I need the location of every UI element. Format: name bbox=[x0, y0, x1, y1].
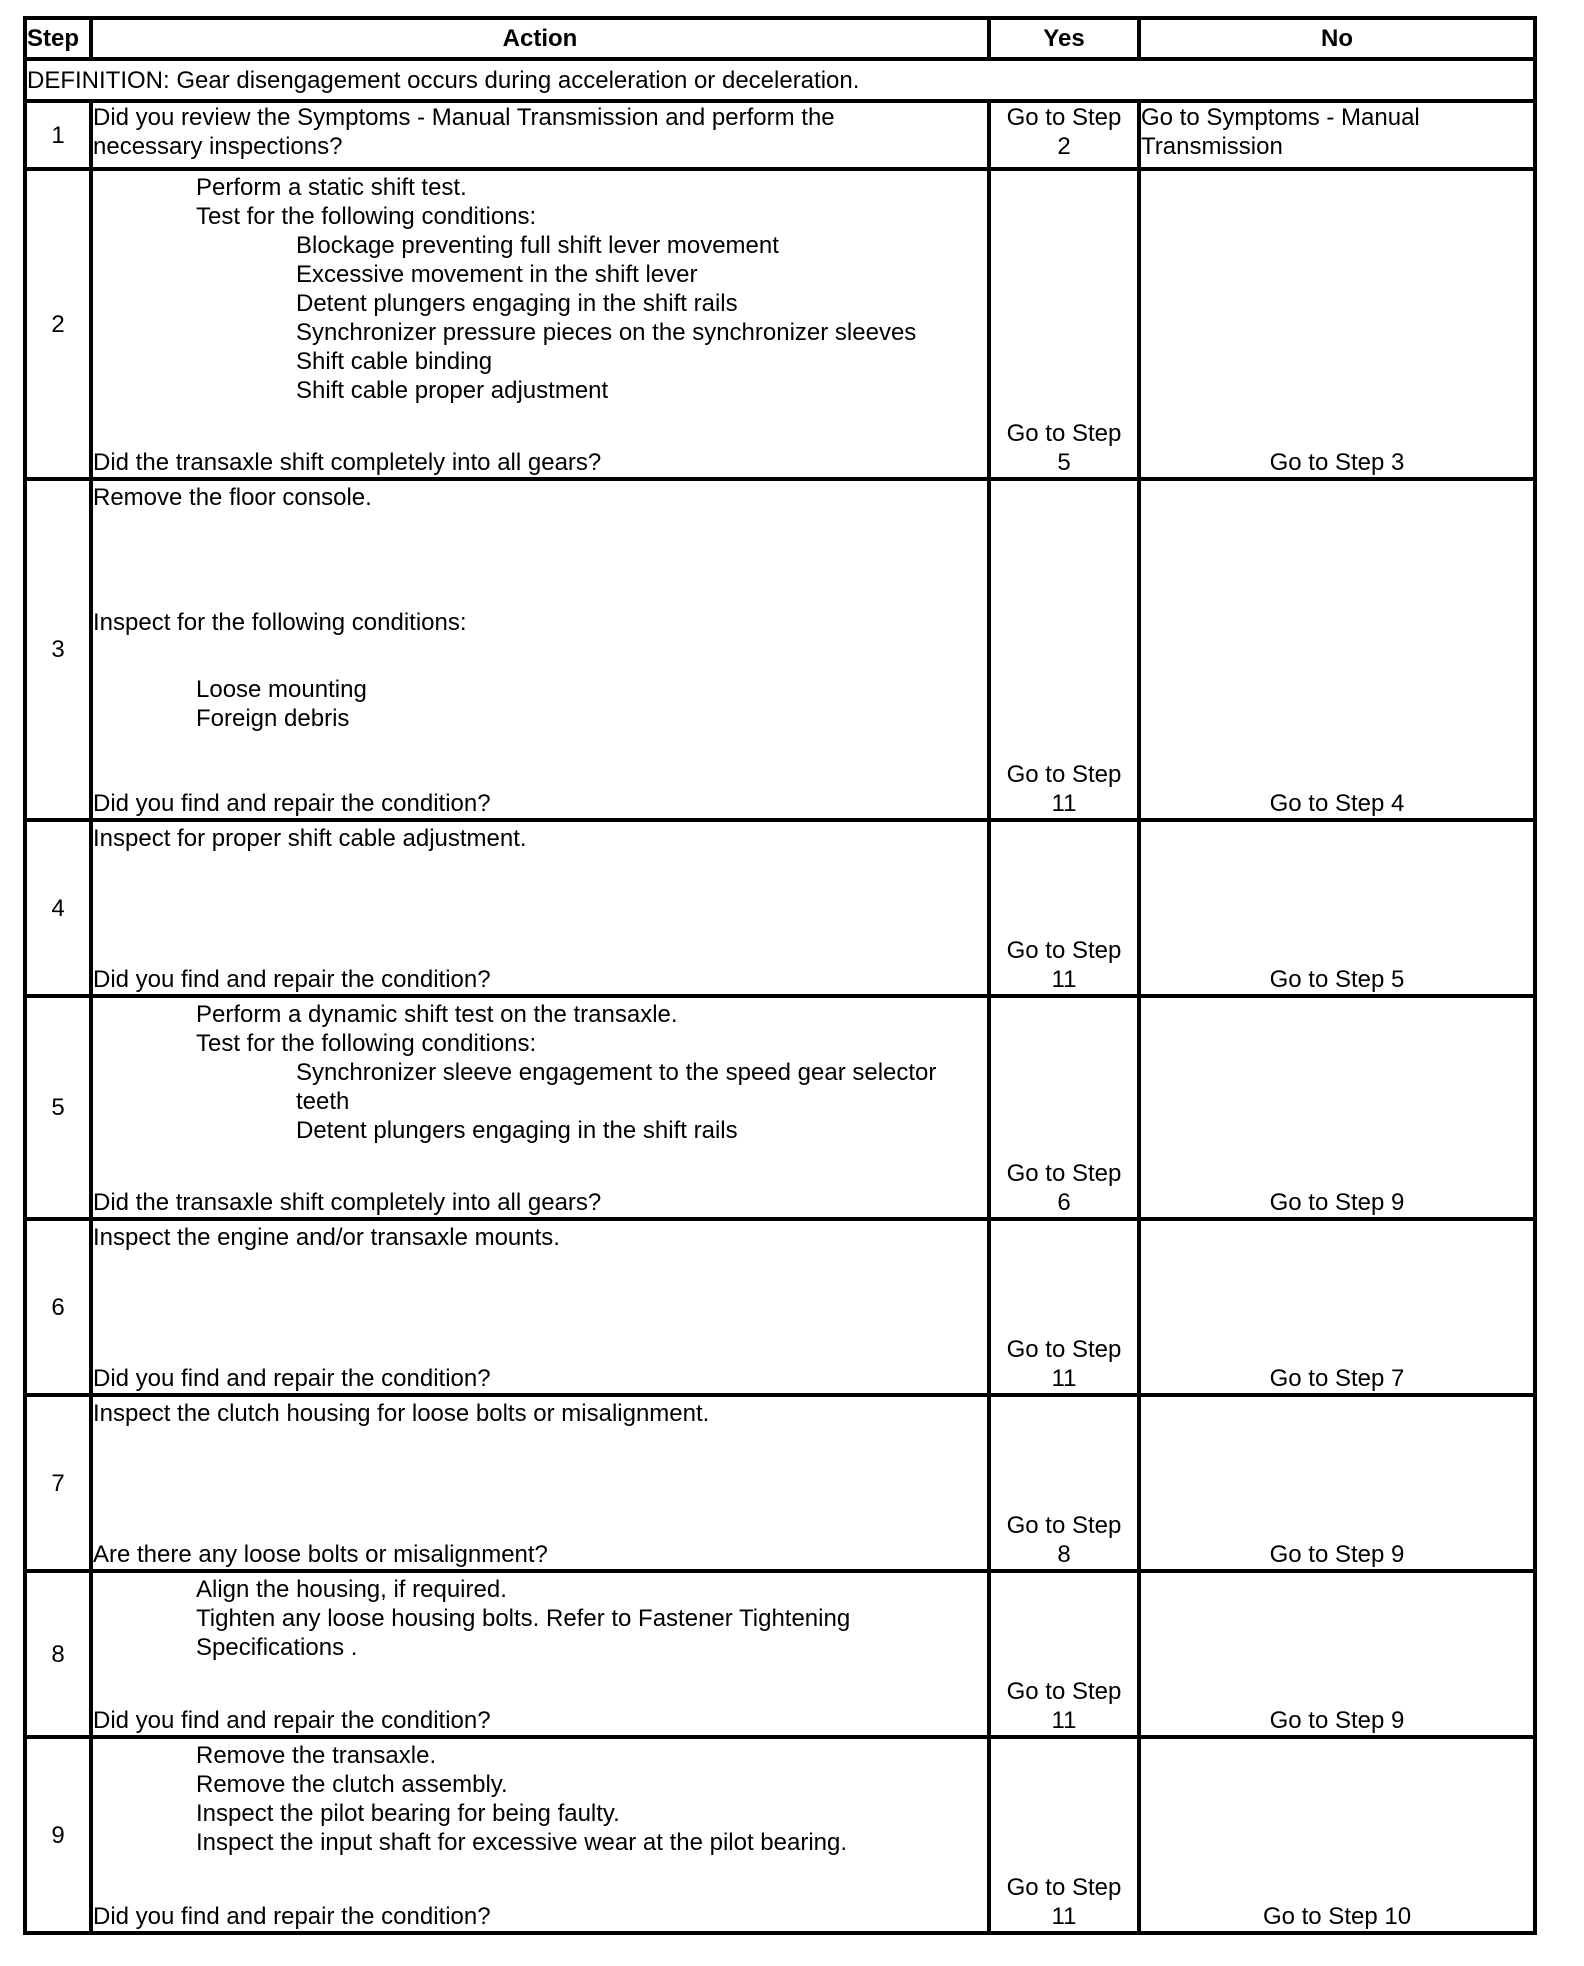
yes-line: Go to Step bbox=[1006, 1160, 1122, 1187]
action-line: Did you review the Symptoms - Manual Transmission and perform the bbox=[93, 104, 835, 131]
yes-cell bbox=[989, 1571, 1139, 1737]
action-cell bbox=[91, 479, 989, 820]
action-cell bbox=[91, 1395, 989, 1571]
yes-line: 11 bbox=[1051, 1707, 1077, 1734]
header-step: Step bbox=[25, 18, 91, 59]
no-cell: Go to Step 9 bbox=[1139, 1571, 1535, 1737]
action-question: Did the transaxle shift completely into all gears? bbox=[93, 449, 602, 476]
action-line: Test for the following conditions: bbox=[196, 1030, 537, 1057]
yes-line: Go to Step bbox=[1006, 761, 1122, 788]
header-row bbox=[25, 18, 1535, 59]
action-line: Inspect the input shaft for excessive wear at the pilot bearing. bbox=[196, 1829, 848, 1856]
action-line: Remove the clutch assembly. bbox=[196, 1771, 508, 1798]
action-line: Shift cable binding bbox=[296, 348, 493, 375]
yes-cell bbox=[989, 1395, 1139, 1571]
step-number: 7 bbox=[25, 1395, 91, 1571]
yes-line: Go to Step bbox=[1006, 104, 1122, 131]
step-number: 9 bbox=[25, 1737, 91, 1933]
yes-cell bbox=[989, 1219, 1139, 1395]
action-line: Synchronizer sleeve engagement to the speed gear selector bbox=[296, 1059, 937, 1086]
action-question: Are there any loose bolts or misalignment? bbox=[93, 1541, 548, 1568]
action-line: necessary inspections? bbox=[93, 133, 343, 160]
yes-line: 11 bbox=[1051, 966, 1077, 993]
yes-cell bbox=[989, 996, 1139, 1219]
action-line: Loose mounting bbox=[196, 676, 367, 703]
step-number: 2 bbox=[25, 169, 91, 479]
action-question: Did you find and repair the condition? bbox=[93, 1707, 491, 1734]
action-line: Inspect the engine and/or transaxle mounts. bbox=[93, 1224, 560, 1251]
action-line: Blockage preventing full shift lever movement bbox=[296, 232, 779, 259]
yes-line: Go to Step bbox=[1006, 937, 1122, 964]
table-row bbox=[25, 1219, 1535, 1395]
action-line: Specifications . bbox=[196, 1634, 358, 1661]
yes-line: Go to Step bbox=[1006, 1512, 1122, 1539]
action-line: Inspect for proper shift cable adjustment. bbox=[93, 825, 527, 852]
step-number: 1 bbox=[25, 101, 91, 169]
action-line: Synchronizer pressure pieces on the synchronizer sleeves bbox=[296, 319, 917, 346]
action-line: Foreign debris bbox=[196, 705, 350, 732]
no-cell: Go to Step 7 bbox=[1139, 1219, 1535, 1395]
action-question: Did you find and repair the condition? bbox=[93, 1903, 491, 1930]
action-line: Remove the floor console. bbox=[93, 484, 372, 511]
table-row bbox=[25, 479, 1535, 820]
no-line: Go to Symptoms - Manual bbox=[1141, 104, 1420, 131]
action-cell bbox=[91, 1219, 989, 1395]
action-line: Tighten any loose housing bolts. Refer to Fastener Tightening bbox=[196, 1605, 851, 1632]
yes-cell bbox=[989, 101, 1139, 169]
yes-line: 11 bbox=[1051, 1903, 1077, 1930]
header-yes: Yes bbox=[989, 18, 1139, 59]
yes-cell bbox=[989, 820, 1139, 996]
action-cell bbox=[91, 820, 989, 996]
action-question: Did the transaxle shift completely into all gears? bbox=[93, 1189, 602, 1216]
action-cell bbox=[91, 996, 989, 1219]
action-line: teeth bbox=[296, 1088, 350, 1115]
action-cell bbox=[91, 169, 989, 479]
action-line: Align the housing, if required. bbox=[196, 1576, 507, 1603]
action-line: Shift cable proper adjustment bbox=[296, 377, 609, 404]
no-cell: Go to Step 5 bbox=[1139, 820, 1535, 996]
no-cell bbox=[1139, 101, 1535, 169]
action-line: Test for the following conditions: bbox=[196, 203, 537, 230]
yes-line: 5 bbox=[1057, 449, 1071, 476]
action-line: Inspect the clutch housing for loose bolts or misalignment. bbox=[93, 1400, 710, 1427]
yes-line: Go to Step bbox=[1006, 1336, 1122, 1363]
action-line: Excessive movement in the shift lever bbox=[296, 261, 698, 288]
step-number: 6 bbox=[25, 1219, 91, 1395]
no-cell: Go to Step 9 bbox=[1139, 1395, 1535, 1571]
yes-line: Go to Step bbox=[1006, 1678, 1122, 1705]
step-number: 3 bbox=[25, 479, 91, 820]
yes-line: Go to Step bbox=[1006, 1874, 1122, 1901]
table-row bbox=[25, 1737, 1535, 1933]
action-line: Inspect for the following conditions: bbox=[93, 609, 467, 636]
no-cell: Go to Step 9 bbox=[1139, 996, 1535, 1219]
yes-line: 2 bbox=[1057, 133, 1071, 160]
step-number: 8 bbox=[25, 1571, 91, 1737]
action-line: Remove the transaxle. bbox=[196, 1742, 437, 1769]
step-number: 4 bbox=[25, 820, 91, 996]
action-cell bbox=[91, 101, 989, 169]
action-question: Did you find and repair the condition? bbox=[93, 790, 491, 817]
header-no: No bbox=[1139, 18, 1535, 59]
table-row bbox=[25, 169, 1535, 479]
table-row bbox=[25, 1571, 1535, 1737]
yes-cell bbox=[989, 169, 1139, 479]
action-line: Inspect the pilot bearing for being faulty. bbox=[196, 1800, 620, 1827]
yes-cell bbox=[989, 1737, 1139, 1933]
action-cell bbox=[91, 1737, 989, 1933]
table-row bbox=[25, 996, 1535, 1219]
diagnostic-table bbox=[23, 16, 1537, 1935]
action-line: Detent plungers engaging in the shift rails bbox=[296, 290, 738, 317]
action-question: Did you find and repair the condition? bbox=[93, 966, 491, 993]
step-number: 5 bbox=[25, 996, 91, 1219]
table-row bbox=[25, 1395, 1535, 1571]
action-question: Did you find and repair the condition? bbox=[93, 1365, 491, 1392]
action-line: Perform a static shift test. bbox=[196, 174, 467, 201]
yes-cell bbox=[989, 479, 1139, 820]
action-line: Detent plungers engaging in the shift rails bbox=[296, 1117, 738, 1144]
yes-line: 8 bbox=[1057, 1541, 1071, 1568]
yes-line: 11 bbox=[1051, 1365, 1077, 1392]
yes-line: 11 bbox=[1051, 790, 1077, 817]
header-action: Action bbox=[91, 18, 989, 59]
action-line: Perform a dynamic shift test on the transaxle. bbox=[196, 1001, 678, 1028]
no-cell: Go to Step 10 bbox=[1139, 1737, 1535, 1933]
no-cell: Go to Step 3 bbox=[1139, 169, 1535, 479]
action-cell bbox=[91, 1571, 989, 1737]
yes-line: 6 bbox=[1057, 1189, 1071, 1216]
table-row bbox=[25, 101, 1535, 169]
yes-line: Go to Step bbox=[1006, 420, 1122, 447]
definition-row bbox=[25, 59, 1535, 101]
no-cell: Go to Step 4 bbox=[1139, 479, 1535, 820]
table-row bbox=[25, 820, 1535, 996]
definition-text: DEFINITION: Gear disengagement occurs during acceleration or deceleration. bbox=[25, 59, 1535, 101]
no-line: Transmission bbox=[1141, 133, 1283, 160]
